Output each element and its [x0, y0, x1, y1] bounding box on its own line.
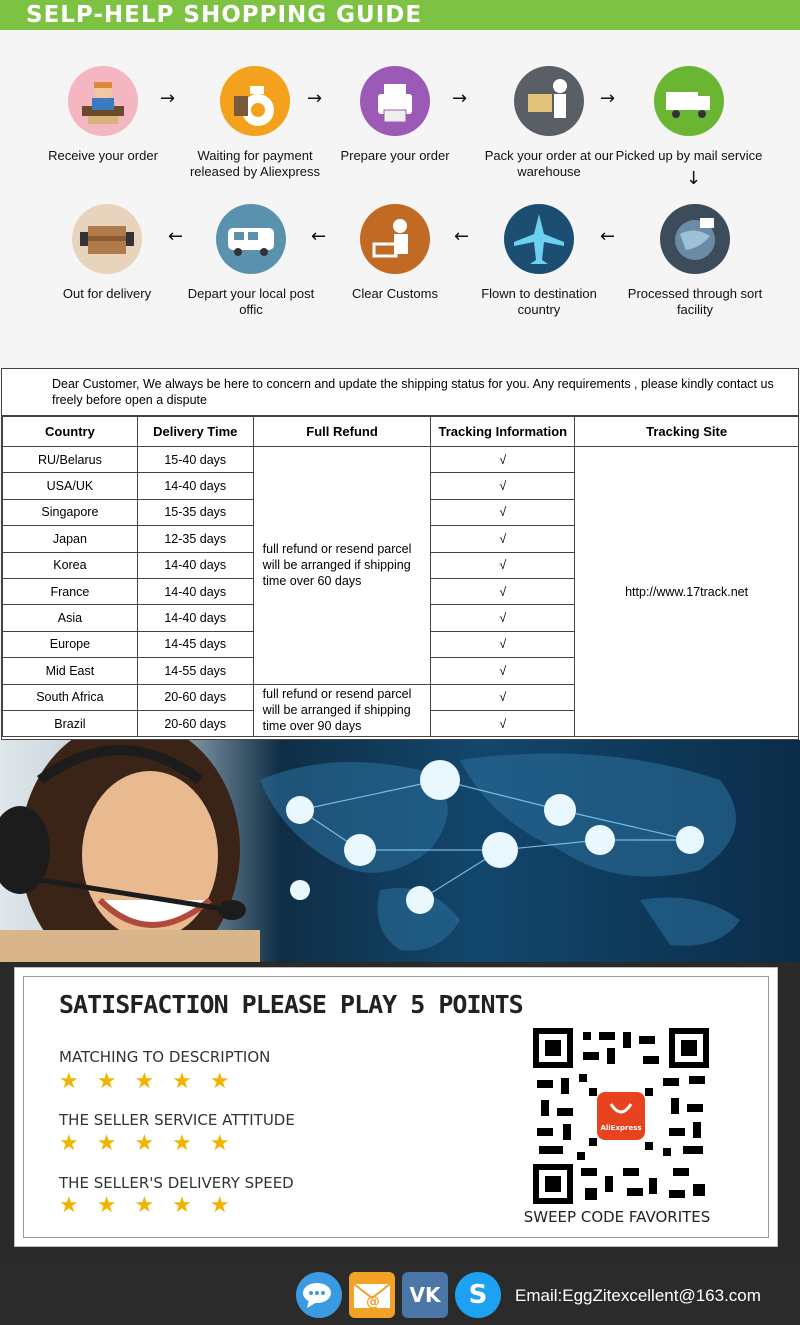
header-country: Country: [3, 417, 138, 447]
tracking-check-cell: √: [431, 710, 575, 736]
country-cell: Singapore: [3, 499, 138, 525]
svg-text:@: @: [366, 1294, 380, 1310]
country-cell: Asia: [3, 605, 138, 631]
contact-footer: [0, 1260, 800, 1325]
country-cell: France: [3, 578, 138, 604]
arrow-down-icon: ↓: [686, 168, 702, 189]
rating-stars-icon[interactable]: ★★★★★: [59, 1192, 248, 1217]
table-row: [3, 447, 799, 473]
tracking-check-cell: √: [431, 499, 575, 525]
receive-order-icon: [68, 66, 138, 136]
step-label: Depart your local post offic: [187, 286, 315, 317]
customer-notice: Dear Customer, We always be here to concern and update the shipping status for you. Any requirements , please kindly contact us freely before open a dispute: [2, 369, 798, 416]
money-bag-icon: [220, 66, 290, 136]
arrow-left-icon: ←: [454, 226, 470, 247]
country-cell: Brazil: [3, 710, 138, 736]
packing-person-icon: [514, 66, 584, 136]
step-label: Picked up by mail service: [615, 148, 763, 163]
customs-officer-icon: [360, 204, 430, 274]
tracking-check-cell: √: [431, 552, 575, 578]
arrow-right-icon: →: [452, 88, 468, 109]
satisfaction-card: [14, 967, 778, 1247]
delivery-time-cell: 14-55 days: [137, 658, 253, 684]
step-receive-order: [28, 66, 178, 164]
step-label: Flown to destination country: [481, 286, 597, 317]
airplane-icon: [504, 204, 574, 274]
refund-cell: full refund or resend parcel will be arranged if shipping time over 90 days: [253, 684, 431, 737]
shipping-process-flow: [0, 30, 800, 368]
delivery-time-cell: 14-40 days: [137, 552, 253, 578]
step-waiting-payment: [180, 66, 330, 180]
step-pack-order: [474, 66, 624, 180]
arrow-right-icon: →: [160, 88, 176, 109]
step-flown-destination: [464, 204, 614, 318]
step-label: Out for delivery: [62, 286, 152, 301]
tracking-check-cell: √: [431, 447, 575, 473]
world-network-illustration: [0, 740, 800, 962]
email-icon[interactable]: [349, 1272, 395, 1318]
rating-stars-icon[interactable]: ★★★★★: [59, 1130, 248, 1155]
skype-icon[interactable]: S: [455, 1272, 501, 1318]
header-delivery-time: Delivery Time: [137, 417, 253, 447]
criterion-label: THE SELLER'S DELIVERY SPEED: [59, 1174, 294, 1192]
country-cell: Korea: [3, 552, 138, 578]
delivery-time-cell: 20-60 days: [137, 684, 253, 710]
vk-icon[interactable]: VK: [402, 1272, 448, 1318]
step-label: Pack your order at our warehouse: [484, 148, 614, 179]
chat-icon[interactable]: [296, 1272, 342, 1318]
arrow-right-icon: →: [600, 88, 616, 109]
header-tracking-site: Tracking Site: [575, 417, 799, 447]
tracking-check-cell: √: [431, 578, 575, 604]
arrow-left-icon: ←: [168, 226, 184, 247]
step-clear-customs: [320, 204, 470, 302]
customer-service-banner-image: [0, 740, 800, 962]
delivery-time-cell: 15-40 days: [137, 447, 253, 473]
table-header-row: [3, 417, 799, 447]
arrow-left-icon: ←: [311, 226, 327, 247]
header-full-refund: Full Refund: [253, 417, 431, 447]
tracking-check-cell: √: [431, 658, 575, 684]
country-cell: Mid East: [3, 658, 138, 684]
country-cell: Japan: [3, 526, 138, 552]
header-tracking-information: Tracking Information: [431, 417, 575, 447]
country-cell: South Africa: [3, 684, 138, 710]
step-label: Receive your order: [48, 148, 158, 163]
country-cell: RU/Belarus: [3, 447, 138, 473]
van-icon: [216, 204, 286, 274]
delivery-time-cell: 12-35 days: [137, 526, 253, 552]
tracking-check-cell: √: [431, 631, 575, 657]
step-label: Processed through sort facility: [627, 286, 763, 317]
qr-caption: SWEEP CODE FAVORITES: [523, 1208, 711, 1226]
step-label: Clear Customs: [352, 286, 438, 301]
step-label: Waiting for payment released by Aliexpress: [189, 148, 321, 179]
tracking-check-cell: √: [431, 526, 575, 552]
parcel-icon: [72, 204, 142, 274]
header-banner: [0, 0, 800, 30]
tracking-check-cell: √: [431, 605, 575, 631]
tracking-check-cell: √: [431, 473, 575, 499]
delivery-table: [2, 416, 799, 737]
qr-code[interactable]: [533, 1028, 709, 1204]
delivery-time-cell: 20-60 days: [137, 710, 253, 736]
delivery-time-cell: 14-40 days: [137, 578, 253, 604]
delivery-time-cell: 14-40 days: [137, 605, 253, 631]
delivery-time-cell: 14-40 days: [137, 473, 253, 499]
satisfaction-section: [0, 962, 800, 1260]
aliexpress-logo: [597, 1092, 645, 1140]
criterion-label: THE SELLER SERVICE ATTITUDE: [59, 1111, 295, 1129]
tracking-site-link[interactable]: http://www.17track.net: [575, 447, 799, 737]
contact-email[interactable]: Email:EggZitexcellent@163.com: [515, 1286, 761, 1305]
arrow-right-icon: →: [307, 88, 323, 109]
refund-cell: full refund or resend parcel will be arranged if shipping time over 60 days: [253, 447, 431, 685]
step-out-for-delivery: [32, 204, 182, 302]
step-label: Prepare your order: [340, 148, 450, 163]
printer-icon: [360, 66, 430, 136]
step-depart-post-office: [176, 204, 326, 318]
country-cell: USA/UK: [3, 473, 138, 499]
step-sort-facility: [620, 204, 770, 318]
country-cell: Europe: [3, 631, 138, 657]
truck-icon: [654, 66, 724, 136]
satisfaction-title: SATISFACTION PLEASE PLAY 5 POINTS: [59, 990, 523, 1019]
globe-icon: [660, 204, 730, 274]
shipping-info-table: [1, 368, 799, 740]
tracking-check-cell: √: [431, 684, 575, 710]
arrow-left-icon: ←: [600, 226, 616, 247]
delivery-time-cell: 14-45 days: [137, 631, 253, 657]
rating-stars-icon[interactable]: ★★★★★: [59, 1068, 248, 1093]
criterion-label: MATCHING TO DESCRIPTION: [59, 1048, 271, 1066]
step-picked-up: [614, 66, 764, 164]
delivery-time-cell: 15-35 days: [137, 499, 253, 525]
page-title: SELP-HELP SHOPPING GUIDE: [26, 2, 423, 28]
aliexpress-label: AliExpress: [600, 1124, 642, 1132]
step-prepare-order: [320, 66, 470, 164]
